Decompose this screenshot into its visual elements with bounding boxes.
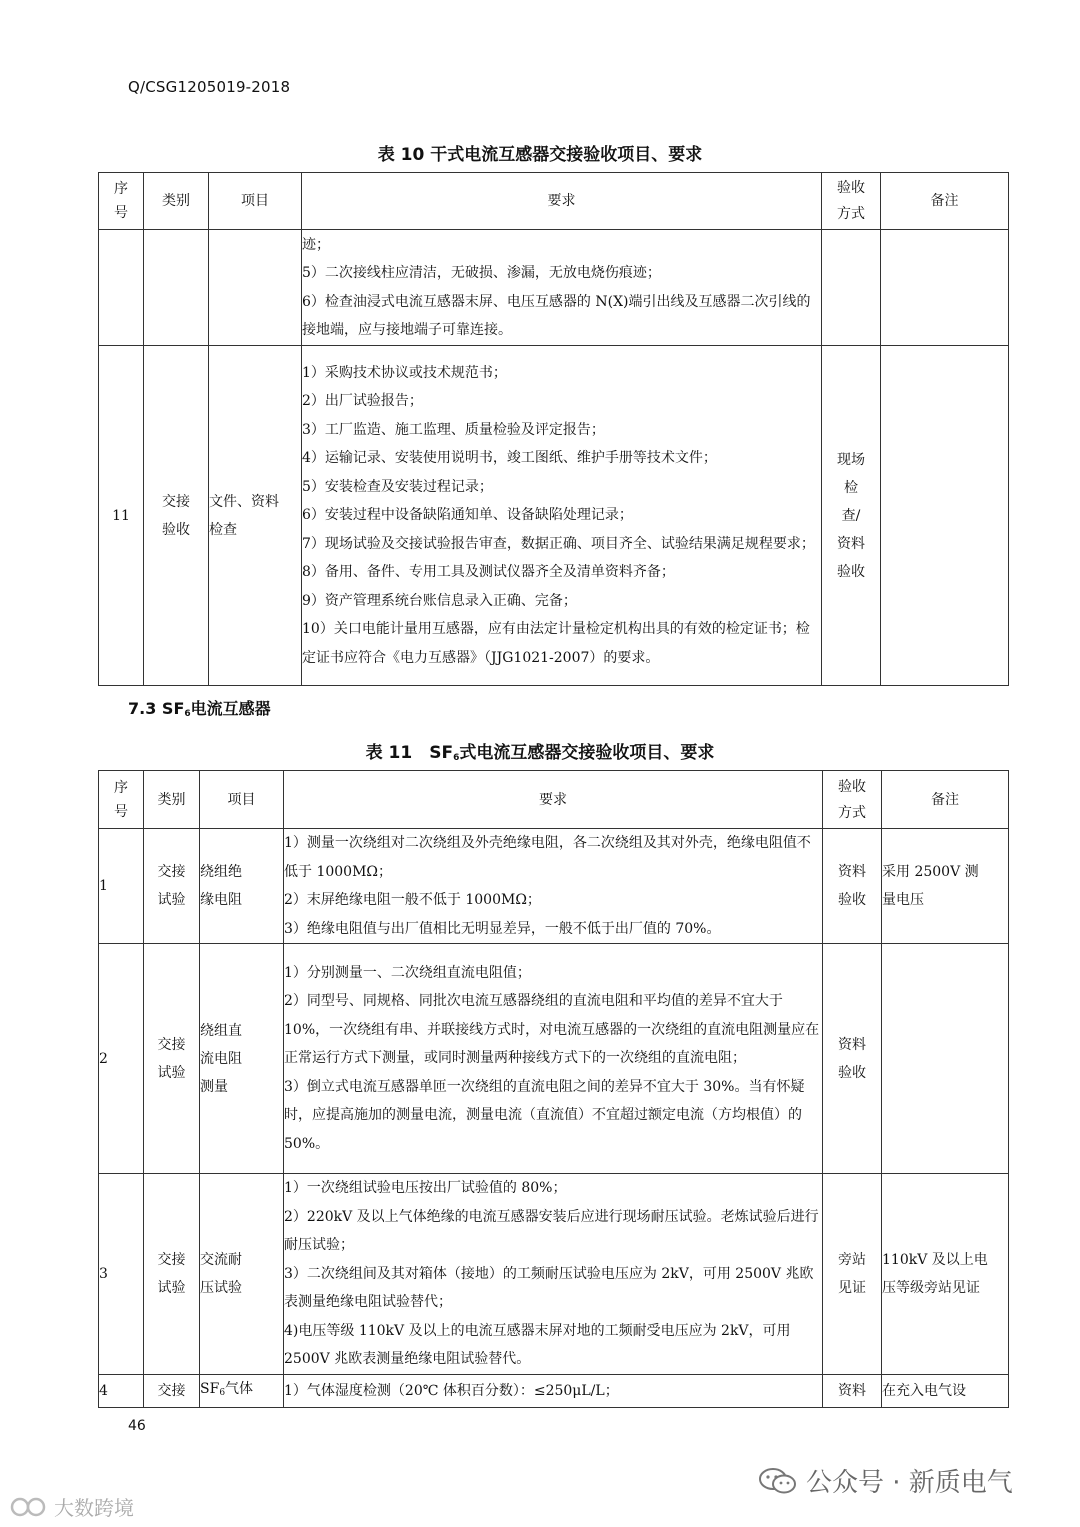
requirement-line: 7）现场试验及交接试验报告审查，数据正确、项目齐全、试验结果满足规程要求； — [302, 535, 815, 552]
row-number: 4 — [99, 1374, 144, 1407]
row-category: 交接试验 — [144, 944, 200, 1174]
table11-header-row — [99, 771, 1009, 829]
table10-title: 表 10 干式电流互感器交接验收项目、要求 — [377, 145, 703, 165]
row-number: 11 — [99, 346, 144, 686]
header-requirement: 要求 — [302, 173, 822, 230]
row-item: 交流耐压试验 — [200, 1174, 284, 1375]
row-number: 3 — [99, 1174, 144, 1375]
requirement-line: 1）一次绕组试验电压按出厂试验值的 80%； — [284, 1180, 567, 1196]
requirement-cell — [302, 230, 822, 346]
requirement-line: 2）末屏绝缘电阻一般不低于 1000MΩ； — [284, 892, 541, 908]
header-no: 序号 — [99, 771, 144, 829]
row-category: 交接试验 — [144, 829, 200, 944]
requirement-line: 4）运输记录、安装使用说明书，竣工图纸、维护手册等技术文件； — [302, 450, 717, 467]
requirement-line: 2）220kV 及以上气体绝缘的电流互感器安装后应进行现场耐压试验。老炼试验后进行耐压试验； — [284, 1208, 819, 1253]
requirement-line: 1）分别测量一、二次绕组直流电阻值； — [284, 964, 531, 981]
header-method: 验收方式 — [823, 771, 882, 829]
requirement-line: 1）采购技术协议或技术规范书； — [302, 364, 507, 381]
document-code: Q/CSG1205019-2018 — [128, 78, 291, 96]
requirement-cell — [284, 944, 823, 1174]
requirement-line: 1）气体湿度检测（20℃ 体积百分数）：≤250μL/L； — [284, 1382, 619, 1399]
row-category: 交接试验 — [144, 1174, 200, 1375]
header-item: 项目 — [200, 771, 284, 829]
table11 — [98, 770, 1009, 1408]
requirement-line: 3）工厂监造、施工监理、质量检验及评定报告； — [302, 421, 605, 438]
row-method: 旁站见证 — [823, 1174, 882, 1375]
corner-watermark: 大数跨境 — [8, 1492, 134, 1521]
table-row — [99, 1174, 1009, 1375]
row-method: 资料验收 — [823, 829, 882, 944]
requirement-line: 5）安装检查及安装过程记录； — [302, 478, 493, 495]
header-method: 验收方式 — [822, 173, 881, 230]
header-requirement: 要求 — [284, 771, 823, 829]
section-heading: 7.3 $SF_6$电流互感器 — [128, 699, 271, 719]
header-remark: 备注 — [881, 173, 1009, 230]
row-method: 资料验收 — [823, 944, 882, 1174]
row-item: 文件、资料检查 — [209, 346, 302, 686]
page-number: 46 — [128, 1418, 146, 1434]
header-no: 序号 — [99, 173, 144, 230]
requirement-cell — [284, 1174, 823, 1375]
table-row — [99, 829, 1009, 944]
requirement-line: 2）出厂试验报告； — [302, 393, 423, 410]
header-remark: 备注 — [882, 771, 1009, 829]
row-category: 交接 — [144, 1374, 200, 1407]
table10 — [98, 172, 1009, 686]
row-category: 交接验收 — [144, 346, 209, 686]
row-item: $SF_6$气体 — [200, 1374, 284, 1407]
header-item: 项目 — [209, 173, 302, 230]
requirement-line: 8）备用、备件、专用工具及测试仪器齐全及清单资料齐备； — [302, 564, 675, 581]
row-remark — [881, 346, 1009, 686]
row-remark: 在充入电气设 — [882, 1374, 1009, 1407]
table10-header-row — [99, 173, 1009, 230]
requirement-cell — [284, 829, 823, 944]
requirement-cell — [284, 1374, 823, 1407]
row-remark: 110kV 及以上电压等级旁站见证 — [882, 1174, 1009, 1375]
header-category: 类别 — [144, 173, 209, 230]
row-method: 资料 — [823, 1374, 882, 1407]
table-row — [99, 944, 1009, 1174]
requirement-line: 3）倒立式电流互感器单匝一次绕组的直流电阻之间的差异不宜大于 30%。当有怀疑时，应提高施加的测量电流，测量电流（直流值）不宜超过额定电流（方均根值）的 50%。 — [284, 1078, 805, 1152]
row-number: 2 — [99, 944, 144, 1174]
requirement-line: 9）资产管理系统台账信息录入正确、完备； — [302, 592, 577, 609]
row-remark: 采用 2500V 测量电压 — [882, 829, 1009, 944]
requirement-cell — [302, 346, 822, 686]
requirement-line: 3）二次绕组间及其对箱体（接地）的工频耐压试验电压应为 2kV，可用 2500V 兆欧表测量绝缘电阻试验替代； — [284, 1265, 814, 1310]
row-number: 1 — [99, 829, 144, 944]
requirement-line: 1）测量一次绕组对二次绕组及外壳绝缘电阻，各二次绕组及其对外壳，绝缘电阻值不低于 1000MΩ； — [284, 835, 811, 880]
wechat-icon — [758, 1466, 798, 1496]
table-row — [99, 346, 1009, 686]
row-item: 绕组绝缘电阻 — [200, 829, 284, 944]
requirement-line: 5）二次接线柱应清洁，无破损、渗漏，无放电烧伤痕迹； — [302, 265, 661, 281]
row-method: 现场检查/资料验收 — [822, 346, 881, 686]
wechat-watermark: 公众号 · 新质电气 — [758, 1462, 1013, 1499]
header-category: 类别 — [144, 771, 200, 829]
row-remark — [882, 944, 1009, 1174]
loop-logo-icon — [8, 1495, 50, 1519]
requirement-line: 2）同型号、同规格、同批次电流互感器绕组的直流电阻和平均值的差异不宜大于 10%，一次绕组有串、并联接线方式时，对电流互感器的一次绕组的直流电阻测量应在正常运行方式下测量，或同时测量两种接线方式下的一次绕组的直流电阻； — [284, 993, 820, 1067]
requirement-line: 4)电压等级 110kV 及以上的电流互感器末屏对地的工频耐受电压应为 2kV，可用 2500V 兆欧表测量绝缘电阻试验替代。 — [284, 1322, 791, 1367]
table-row — [99, 1374, 1009, 1407]
requirement-line: 6）检查油浸式电流互感器末屏、电压互感器的 N(X)端引出线及互感器二次引线的接地端，应与接地端子可靠连接。 — [302, 293, 811, 338]
requirement-line: 10）关口电能计量用互感器，应有由法定计量检定机构出具的有效的检定证书；检定证书应符合《电力互感器》（JJG1021-2007）的要求。 — [302, 621, 810, 666]
table11-title: 表 11 $SF_6$式电流互感器交接验收项目、要求 — [365, 743, 715, 763]
requirement-line: 6）安装过程中设备缺陷通知单、设备缺陷处理记录； — [302, 507, 633, 524]
requirement-line: 3）绝缘电阻值与出厂值相比无明显差异，一般不低于出厂值的 70%。 — [284, 920, 721, 937]
row-item: 绕组直流电阻测量 — [200, 944, 284, 1174]
requirement-line: 迹； — [302, 236, 330, 253]
table-row — [99, 230, 1009, 346]
